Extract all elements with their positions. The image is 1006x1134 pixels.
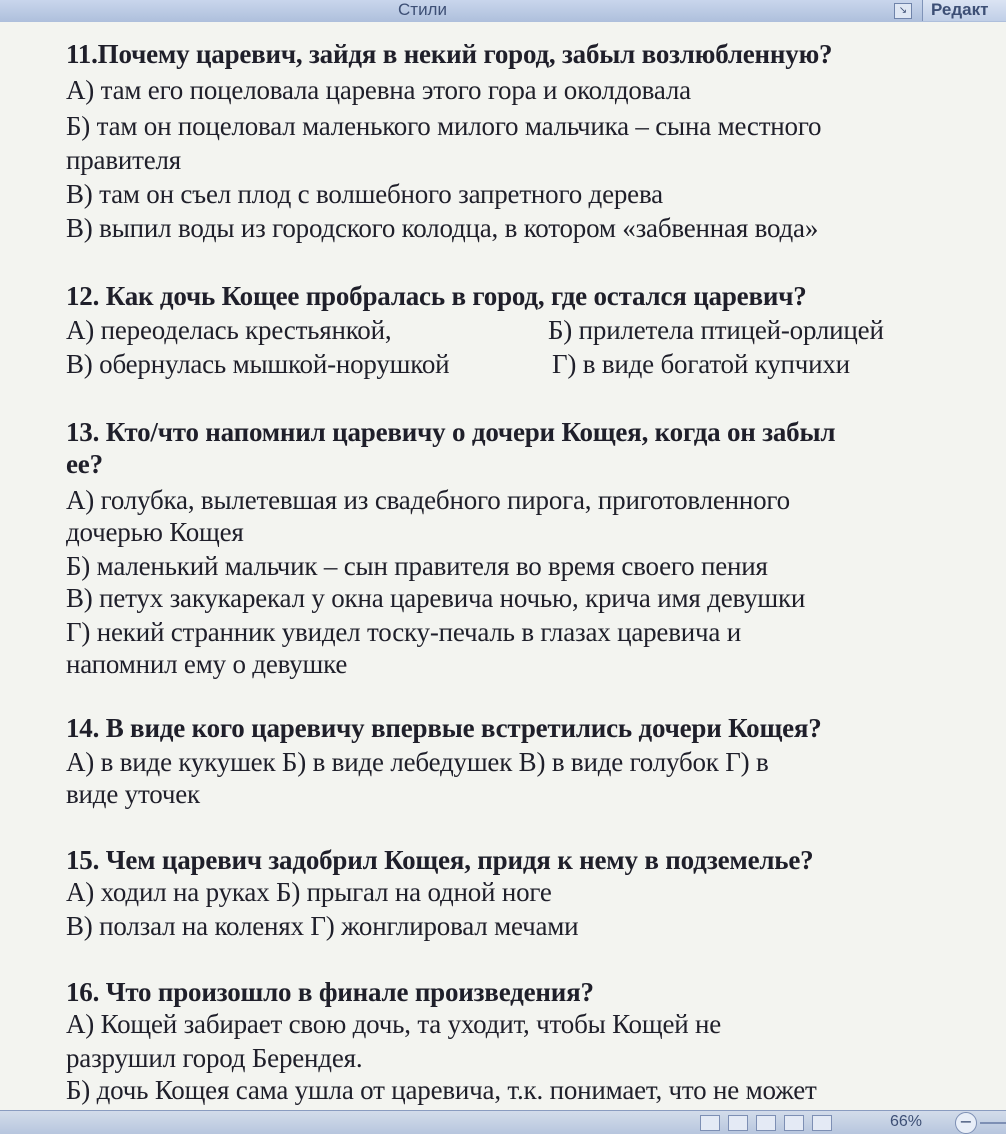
answer-13-d: Г) некий странник увидел тоску-печаль в глазах царевича и [66, 617, 741, 647]
answer-12-c: В) обернулась мышкой-норушкой [66, 349, 450, 379]
answer-12-b: Б) прилетела птицей-орлицей [548, 315, 884, 345]
question-15: 15. Чем царевич задобрил Кощея, придя к нему в подземелье? [66, 845, 814, 875]
web-layout-view-icon[interactable] [756, 1115, 776, 1131]
editing-group-button[interactable]: Редакт [922, 0, 1006, 21]
answer-13-a-cont: дочерью Кощея [66, 517, 244, 547]
answer-16-a: А) Кощей забирает свою дочь, та уходит, чтобы Кощей не [66, 1009, 722, 1039]
styles-dialog-launcher-icon[interactable]: ↘ [894, 3, 912, 19]
answer-15-ab: А) ходил на руках Б) прыгал на одной ноге [66, 877, 552, 907]
answer-11-a: А) там его поцеловала царевна этого гора и околдовала [66, 75, 691, 105]
draft-view-icon[interactable] [812, 1115, 832, 1131]
answer-14: А) в виде кукушек Б) в виде лебедушек В) в виде голубок Г) в [66, 747, 769, 777]
full-screen-view-icon[interactable] [728, 1115, 748, 1131]
answer-14-cont: виде уточек [66, 779, 200, 809]
answer-12-d: Г) в виде богатой купчихи [552, 349, 850, 379]
status-bar [0, 1110, 1006, 1134]
zoom-slider[interactable] [980, 1122, 1006, 1124]
question-13-cont: ее? [66, 449, 103, 479]
answer-11-d: В) выпил воды из городского колодца, в котором «забвенная вода» [66, 213, 819, 243]
answer-13-d-cont: напомнил ему о девушке [66, 649, 348, 679]
ribbon [0, 0, 1006, 23]
answer-15-cd: В) ползал на коленях Г) жонглировал мечами [66, 911, 579, 941]
answer-13-c: В) петух закукарекал у окна царевича ночью, крича имя девушки [66, 583, 806, 613]
document-page[interactable] [0, 22, 1006, 1112]
answer-16-a-cont: разрушил город Берендея. [66, 1043, 363, 1073]
answer-11-b: Б) там он поцеловал маленького милого мальчика – сына местного [66, 111, 822, 141]
answer-16-b: Б) дочь Кощея сама ушла от царевича, т.к. понимает, что не может [66, 1075, 817, 1105]
answer-13-a: А) голубка, вылетевшая из свадебного пирога, приготовленного [66, 485, 790, 515]
question-16: 16. Что произошло в финале произведения? [66, 977, 594, 1007]
question-13: 13. Кто/что напомнил царевичу о дочери Кощея, когда он забыл [66, 417, 836, 447]
answer-12-a: А) переоделась крестьянкой, [66, 315, 392, 345]
question-11: 11.Почему царевич, зайдя в некий город, забыл возлюбленную? [66, 39, 833, 69]
zoom-level[interactable]: 66% [890, 1113, 923, 1130]
outline-view-icon[interactable] [784, 1115, 804, 1131]
answer-13-b: Б) маленький мальчик – сын правителя во время своего пения [66, 551, 768, 581]
answer-11-b-cont: правителя [66, 145, 182, 175]
zoom-out-icon[interactable]: − [955, 1112, 977, 1134]
answer-11-c: В) там он съел плод с волшебного запретного дерева [66, 179, 663, 209]
styles-group-label: Стили [398, 0, 447, 19]
print-layout-view-icon[interactable] [700, 1115, 720, 1131]
question-14: 14. В виде кого царевичу впервые встретились дочери Кощея? [66, 713, 822, 743]
question-12: 12. Как дочь Кощее пробралась в город, где остался царевич? [66, 281, 807, 311]
